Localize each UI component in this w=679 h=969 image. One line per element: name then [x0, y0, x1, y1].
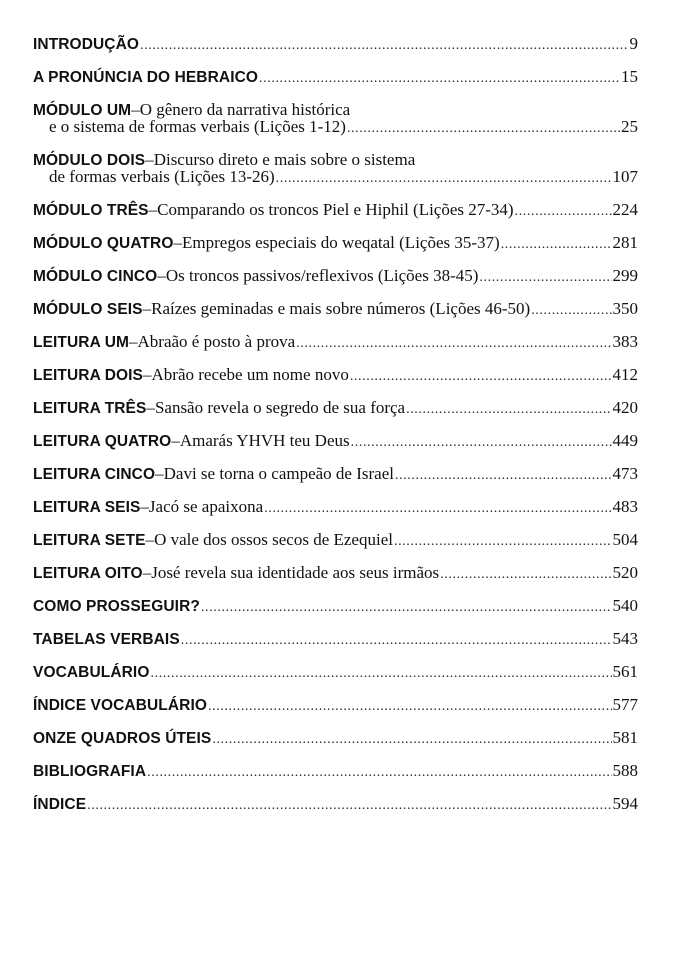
toc-entry-heading: COMO PROSSEGUIR?	[33, 598, 200, 615]
toc-entry-page-number: 581	[612, 728, 638, 747]
dot-leader	[501, 236, 612, 253]
toc-entry-page-number: 224	[612, 200, 638, 219]
toc-entry-line	[33, 68, 638, 85]
toc-entry-separator: –	[143, 365, 152, 384]
toc-entry-description: Davi se torna o campeão de Israel	[163, 464, 394, 483]
toc-entry-line	[33, 498, 638, 515]
toc-entry-line	[33, 564, 638, 581]
dot-leader	[181, 632, 612, 649]
toc-entry[interactable]	[33, 366, 638, 399]
toc-entry[interactable]	[33, 762, 638, 795]
toc-entry-line	[33, 399, 638, 416]
toc-entry-page-number: 15	[621, 67, 638, 86]
toc-entry-separator: –	[129, 332, 138, 351]
toc-entry[interactable]	[33, 498, 638, 531]
toc-entry-heading: LEITURA TRÊS	[33, 400, 147, 417]
toc-entry-line	[33, 333, 638, 350]
toc-entry-separator: –	[155, 464, 164, 483]
toc-entry-description: José revela sua identidade aos seus irmãos	[151, 563, 440, 582]
toc-entry-description: Raízes geminadas e mais sobre números (Lições 46-50)	[151, 299, 531, 318]
toc-entry[interactable]	[33, 300, 638, 333]
toc-entry-line	[33, 432, 638, 449]
toc-entry[interactable]	[33, 234, 638, 267]
toc-entry-page-number: 25	[621, 117, 638, 136]
toc-entry[interactable]	[33, 399, 638, 432]
toc-entry-separator: –	[140, 497, 149, 516]
toc-entry-line	[33, 366, 638, 383]
dot-leader	[515, 203, 612, 220]
toc-entry-heading: LEITURA DOIS	[33, 367, 143, 384]
toc-entry[interactable]	[33, 101, 638, 151]
toc-entry[interactable]	[33, 333, 638, 366]
toc-entry-page-number: 577	[612, 695, 638, 714]
toc-entry[interactable]	[33, 151, 638, 201]
toc-entry-description: Os troncos passivos/reflexivos (Lições 38-45)	[165, 266, 479, 285]
toc-entry-heading: BIBLIOGRAFIA	[33, 763, 147, 780]
toc-entry-page-number: 350	[612, 299, 638, 318]
toc-entry-description: Sansão revela o segredo de sua força	[154, 398, 406, 417]
toc-entry-page-number: 483	[612, 497, 638, 516]
toc-entry[interactable]	[33, 729, 638, 762]
toc-entry-heading: INTRODUÇÃO	[33, 36, 140, 53]
toc-entry-separator: –	[131, 100, 140, 119]
toc-entry[interactable]	[33, 696, 638, 729]
toc-entry-line	[33, 729, 638, 746]
toc-entry-page-number: 520	[612, 563, 638, 582]
toc-entry-heading: ÍNDICE VOCABULÁRIO	[33, 697, 208, 714]
toc-entry-heading: ONZE QUADROS ÚTEIS	[33, 730, 212, 747]
toc-entry-heading: LEITURA QUATRO	[33, 433, 172, 450]
dot-leader	[347, 120, 620, 137]
toc-entry-line	[33, 118, 638, 135]
toc-entry-separator: –	[145, 150, 154, 169]
toc-entry-line	[33, 101, 638, 118]
dot-leader	[208, 698, 611, 715]
dot-leader	[351, 434, 612, 451]
toc-entry-line	[33, 696, 638, 713]
dot-leader	[395, 467, 612, 484]
toc-entry-separator: –	[146, 398, 155, 417]
toc-entry-page-number: 420	[612, 398, 638, 417]
toc-entry-line	[33, 630, 638, 647]
toc-entry-separator: –	[157, 266, 166, 285]
dot-leader	[201, 599, 612, 616]
toc-entry-description-continued: de formas verbais (Lições 13-26)	[49, 167, 275, 186]
toc-entry[interactable]	[33, 663, 638, 696]
toc-entry[interactable]	[33, 630, 638, 663]
toc-entry-separator: –	[142, 563, 152, 582]
dot-leader	[394, 533, 612, 550]
toc-entry-heading: LEITURA SEIS	[33, 499, 141, 516]
dot-leader	[350, 368, 612, 385]
toc-entry-separator: –	[142, 299, 152, 318]
toc-entry-line	[33, 762, 638, 779]
toc-entry[interactable]	[33, 432, 638, 465]
toc-entry-page-number: 504	[612, 530, 638, 549]
toc-entry-heading: VOCABULÁRIO	[33, 664, 150, 681]
toc-entry-description: Discurso direto e mais sobre o sistema	[153, 150, 416, 169]
toc-entry-description: Amarás YHVH teu Deus	[179, 431, 350, 450]
toc-entry[interactable]	[33, 564, 638, 597]
dot-leader	[147, 764, 611, 781]
toc-entry-page-number: 473	[612, 464, 638, 483]
toc-entry-page-number: 107	[612, 167, 638, 186]
toc-entry-page-number: 561	[612, 662, 638, 681]
toc-entry-description: O vale dos ossos secos de Ezequiel	[154, 530, 393, 549]
toc-entry-description: Empregos especiais do weqatal (Lições 35-37)	[182, 233, 500, 252]
toc-entry-separator: –	[145, 530, 155, 549]
toc-entry-line	[33, 168, 638, 185]
toc-entry-line	[33, 300, 638, 317]
dot-leader	[531, 302, 611, 319]
dot-leader	[140, 37, 628, 54]
toc-entry-line	[33, 663, 638, 680]
toc-entry-heading: MÓDULO DOIS	[33, 152, 146, 169]
table-of-contents	[33, 35, 638, 828]
toc-entry-page-number: 543	[612, 629, 638, 648]
toc-entry[interactable]	[33, 795, 638, 828]
toc-entry[interactable]	[33, 68, 638, 101]
toc-entry-description: Abrão recebe um nome novo	[151, 365, 349, 384]
dot-leader	[212, 731, 611, 748]
toc-entry-heading: LEITURA CINCO	[33, 466, 156, 483]
toc-entry-separator: –	[171, 431, 180, 450]
dot-leader	[479, 269, 611, 286]
toc-entry-line	[33, 35, 638, 52]
dot-leader	[264, 500, 611, 517]
dot-leader	[87, 797, 611, 814]
toc-entry-page-number: 9	[629, 34, 638, 53]
toc-entry-page-number: 449	[612, 431, 638, 450]
toc-entry-page-number: 383	[612, 332, 638, 351]
dot-leader	[406, 401, 611, 418]
toc-entry-page-number: 299	[612, 266, 638, 285]
toc-entry-line	[33, 465, 638, 482]
dot-leader	[276, 170, 612, 187]
toc-entry-page-number: 588	[612, 761, 638, 780]
toc-entry-heading: TABELAS VERBAIS	[33, 631, 180, 648]
dot-leader	[259, 70, 620, 87]
toc-entry-heading: LEITURA OITO	[33, 565, 143, 582]
toc-entry-separator: –	[148, 200, 158, 219]
toc-entry-heading: MÓDULO QUATRO	[33, 235, 174, 252]
toc-entry-separator: –	[173, 233, 182, 252]
toc-entry-line	[33, 795, 638, 812]
toc-entry-heading: MÓDULO SEIS	[33, 301, 143, 318]
toc-entry-description: O gênero da narrativa histórica	[139, 100, 351, 119]
toc-entry-description: Jacó se apaixona	[148, 497, 264, 516]
toc-entry-heading: MÓDULO TRÊS	[33, 202, 149, 219]
toc-entry[interactable]	[33, 35, 638, 68]
toc-entry-heading: LEITURA UM	[33, 334, 129, 351]
toc-entry[interactable]	[33, 201, 638, 234]
toc-entry-line	[33, 597, 638, 614]
toc-entry-heading: A PRONÚNCIA DO HEBRAICO	[33, 69, 259, 86]
dot-leader	[151, 665, 612, 682]
toc-entry[interactable]	[33, 597, 638, 630]
toc-entry-description-continued: e o sistema de formas verbais (Lições 1-12)	[49, 117, 346, 136]
toc-entry[interactable]	[33, 267, 638, 300]
toc-entry-line	[33, 267, 638, 284]
toc-entry-line	[33, 151, 638, 168]
toc-entry-line	[33, 201, 638, 218]
toc-entry-page-number: 281	[612, 233, 638, 252]
toc-entry-page-number: 594	[612, 794, 638, 813]
toc-entry-heading: MÓDULO CINCO	[33, 268, 158, 285]
toc-entry-line	[33, 531, 638, 548]
toc-entry-heading: MÓDULO UM	[33, 102, 132, 119]
toc-entry[interactable]	[33, 465, 638, 498]
dot-leader	[440, 566, 611, 583]
toc-entry-description: Comparando os troncos Piel e Hiphil (Lições 27-34)	[157, 200, 514, 219]
toc-entry-page-number: 540	[612, 596, 638, 615]
toc-entry-heading: LEITURA SETE	[33, 532, 146, 549]
toc-entry-page-number: 412	[612, 365, 638, 384]
toc-entry[interactable]	[33, 531, 638, 564]
dot-leader	[296, 335, 611, 352]
toc-entry-heading: ÍNDICE	[33, 796, 87, 813]
toc-entry-description: Abraão é posto à prova	[137, 332, 296, 351]
toc-entry-line	[33, 234, 638, 251]
